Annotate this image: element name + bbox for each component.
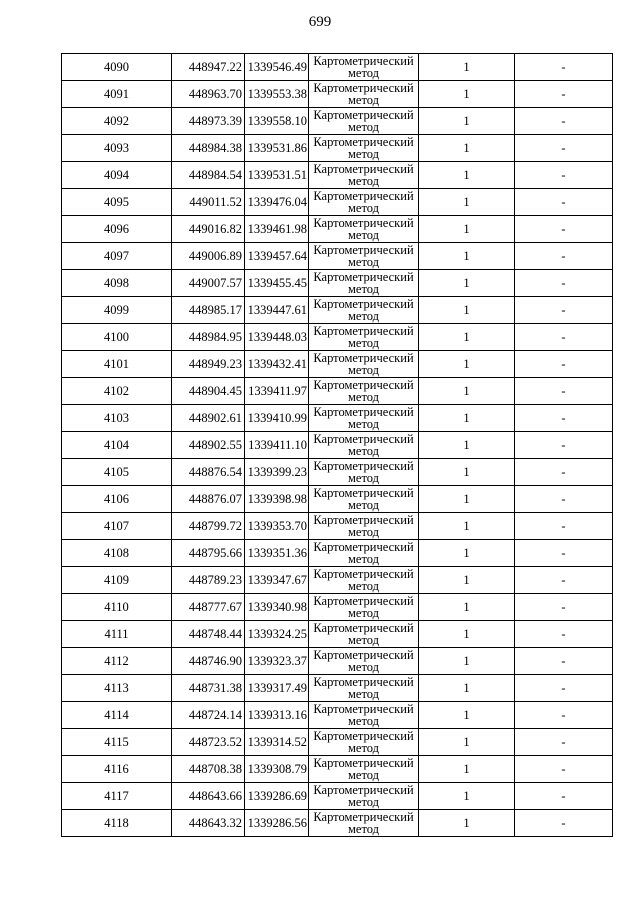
method-line1: Картометрический — [313, 756, 414, 770]
method-line1: Картометрический — [313, 567, 414, 581]
method-line2: метод — [347, 795, 379, 809]
count-cell: 1 — [419, 189, 515, 216]
y-coordinate-cell: 1339286.69 — [245, 783, 309, 810]
method-line2: метод — [347, 525, 379, 539]
x-coordinate-cell: 448902.55 — [172, 432, 245, 459]
table-row — [62, 702, 613, 729]
extra-cell: - — [515, 783, 613, 810]
point-number-cell: 4090 — [62, 54, 172, 81]
method-line1: Картометрический — [313, 81, 414, 95]
method-line2: метод — [347, 741, 379, 755]
point-number-cell: 4106 — [62, 486, 172, 513]
method-line1: Картометрический — [313, 594, 414, 608]
table-row — [62, 378, 613, 405]
method-cell — [309, 270, 419, 297]
y-coordinate-cell: 1339353.70 — [245, 513, 309, 540]
table-row — [62, 189, 613, 216]
method-line2: метод — [347, 363, 379, 377]
y-coordinate-cell: 1339399.23 — [245, 459, 309, 486]
method-line2: метод — [347, 471, 379, 485]
table-row — [62, 594, 613, 621]
coordinates-table — [61, 53, 613, 837]
table-row — [62, 513, 613, 540]
method-cell — [309, 459, 419, 486]
point-number-cell: 4110 — [62, 594, 172, 621]
extra-cell: - — [515, 405, 613, 432]
x-coordinate-cell: 449016.82 — [172, 216, 245, 243]
table-row — [62, 486, 613, 513]
extra-cell: - — [515, 486, 613, 513]
method-cell — [309, 486, 419, 513]
table-row — [62, 432, 613, 459]
method-line2: метод — [347, 822, 379, 836]
point-number-cell: 4102 — [62, 378, 172, 405]
table-row — [62, 297, 613, 324]
x-coordinate-cell: 448876.54 — [172, 459, 245, 486]
method-line1: Картометрический — [313, 216, 414, 230]
extra-cell: - — [515, 675, 613, 702]
extra-cell: - — [515, 756, 613, 783]
count-cell: 1 — [419, 621, 515, 648]
y-coordinate-cell: 1339455.45 — [245, 270, 309, 297]
method-line1: Картометрический — [313, 351, 414, 365]
method-line2: метод — [347, 255, 379, 269]
method-line1: Картометрический — [313, 432, 414, 446]
method-line2: метод — [347, 633, 379, 647]
method-line2: метод — [347, 282, 379, 296]
y-coordinate-cell: 1339398.98 — [245, 486, 309, 513]
method-line1: Картометрический — [313, 162, 414, 176]
method-line2: метод — [347, 336, 379, 350]
point-number-cell: 4116 — [62, 756, 172, 783]
table-row — [62, 729, 613, 756]
point-number-cell: 4109 — [62, 567, 172, 594]
point-number-cell: 4114 — [62, 702, 172, 729]
point-number-cell: 4103 — [62, 405, 172, 432]
y-coordinate-cell: 1339323.37 — [245, 648, 309, 675]
x-coordinate-cell: 448876.07 — [172, 486, 245, 513]
y-coordinate-cell: 1339411.10 — [245, 432, 309, 459]
count-cell: 1 — [419, 162, 515, 189]
extra-cell: - — [515, 189, 613, 216]
method-cell — [309, 594, 419, 621]
x-coordinate-cell: 448985.17 — [172, 297, 245, 324]
table-row — [62, 216, 613, 243]
count-cell: 1 — [419, 729, 515, 756]
point-number-cell: 4092 — [62, 108, 172, 135]
table-row — [62, 621, 613, 648]
table-row — [62, 459, 613, 486]
x-coordinate-cell: 448984.95 — [172, 324, 245, 351]
extra-cell: - — [515, 513, 613, 540]
x-coordinate-cell: 448795.66 — [172, 540, 245, 567]
method-cell — [309, 810, 419, 837]
x-coordinate-cell: 448643.32 — [172, 810, 245, 837]
method-cell — [309, 675, 419, 702]
y-coordinate-cell: 1339432.41 — [245, 351, 309, 378]
method-line2: метод — [347, 687, 379, 701]
y-coordinate-cell: 1339340.98 — [245, 594, 309, 621]
y-coordinate-cell: 1339546.49 — [245, 54, 309, 81]
coordinates-table-body — [62, 54, 613, 837]
x-coordinate-cell: 448973.39 — [172, 108, 245, 135]
extra-cell: - — [515, 243, 613, 270]
method-line2: метод — [347, 579, 379, 593]
method-cell — [309, 756, 419, 783]
x-coordinate-cell: 448799.72 — [172, 513, 245, 540]
table-row — [62, 648, 613, 675]
method-cell — [309, 783, 419, 810]
y-coordinate-cell: 1339457.64 — [245, 243, 309, 270]
y-coordinate-cell: 1339476.04 — [245, 189, 309, 216]
count-cell: 1 — [419, 351, 515, 378]
x-coordinate-cell: 448947.22 — [172, 54, 245, 81]
method-cell — [309, 54, 419, 81]
y-coordinate-cell: 1339531.86 — [245, 135, 309, 162]
method-line1: Картометрический — [313, 108, 414, 122]
x-coordinate-cell: 449007.57 — [172, 270, 245, 297]
count-cell: 1 — [419, 405, 515, 432]
method-line1: Картометрический — [313, 405, 414, 419]
x-coordinate-cell: 448708.38 — [172, 756, 245, 783]
method-line1: Картометрический — [313, 297, 414, 311]
method-cell — [309, 648, 419, 675]
count-cell: 1 — [419, 486, 515, 513]
point-number-cell: 4091 — [62, 81, 172, 108]
method-line2: метод — [347, 120, 379, 134]
count-cell: 1 — [419, 81, 515, 108]
table-row — [62, 162, 613, 189]
extra-cell: - — [515, 54, 613, 81]
method-cell — [309, 351, 419, 378]
y-coordinate-cell: 1339308.79 — [245, 756, 309, 783]
count-cell: 1 — [419, 513, 515, 540]
table-row — [62, 108, 613, 135]
extra-cell: - — [515, 108, 613, 135]
x-coordinate-cell: 448748.44 — [172, 621, 245, 648]
count-cell: 1 — [419, 594, 515, 621]
count-cell: 1 — [419, 567, 515, 594]
count-cell: 1 — [419, 459, 515, 486]
method-cell — [309, 513, 419, 540]
table-row — [62, 675, 613, 702]
y-coordinate-cell: 1339314.52 — [245, 729, 309, 756]
extra-cell: - — [515, 540, 613, 567]
x-coordinate-cell: 448731.38 — [172, 675, 245, 702]
method-line1: Картометрический — [313, 675, 414, 689]
y-coordinate-cell: 1339410.99 — [245, 405, 309, 432]
extra-cell: - — [515, 810, 613, 837]
method-cell — [309, 567, 419, 594]
extra-cell: - — [515, 702, 613, 729]
method-cell — [309, 135, 419, 162]
y-coordinate-cell: 1339286.56 — [245, 810, 309, 837]
point-number-cell: 4098 — [62, 270, 172, 297]
method-cell — [309, 405, 419, 432]
method-line1: Картометрический — [313, 513, 414, 527]
y-coordinate-cell: 1339553.38 — [245, 81, 309, 108]
table-row — [62, 351, 613, 378]
method-line1: Картометрический — [313, 729, 414, 743]
method-cell — [309, 621, 419, 648]
x-coordinate-cell: 449006.89 — [172, 243, 245, 270]
method-cell — [309, 378, 419, 405]
method-line1: Картометрический — [313, 810, 414, 824]
count-cell: 1 — [419, 378, 515, 405]
x-coordinate-cell: 448777.67 — [172, 594, 245, 621]
method-cell — [309, 324, 419, 351]
count-cell: 1 — [419, 432, 515, 459]
point-number-cell: 4093 — [62, 135, 172, 162]
count-cell: 1 — [419, 270, 515, 297]
count-cell: 1 — [419, 54, 515, 81]
method-cell — [309, 297, 419, 324]
method-line1: Картометрический — [313, 378, 414, 392]
extra-cell: - — [515, 567, 613, 594]
extra-cell: - — [515, 648, 613, 675]
table-row — [62, 135, 613, 162]
method-cell — [309, 432, 419, 459]
method-line1: Картометрический — [313, 189, 414, 203]
table-row — [62, 783, 613, 810]
y-coordinate-cell: 1339313.16 — [245, 702, 309, 729]
count-cell: 1 — [419, 783, 515, 810]
extra-cell: - — [515, 459, 613, 486]
method-cell — [309, 108, 419, 135]
extra-cell: - — [515, 594, 613, 621]
x-coordinate-cell: 448746.90 — [172, 648, 245, 675]
y-coordinate-cell: 1339447.61 — [245, 297, 309, 324]
x-coordinate-cell: 448904.45 — [172, 378, 245, 405]
point-number-cell: 4104 — [62, 432, 172, 459]
method-line2: метод — [347, 606, 379, 620]
x-coordinate-cell: 448902.61 — [172, 405, 245, 432]
extra-cell: - — [515, 81, 613, 108]
point-number-cell: 4099 — [62, 297, 172, 324]
method-line1: Картометрический — [313, 135, 414, 149]
extra-cell: - — [515, 270, 613, 297]
extra-cell: - — [515, 432, 613, 459]
y-coordinate-cell: 1339461.98 — [245, 216, 309, 243]
method-line1: Картометрический — [313, 648, 414, 662]
method-line2: метод — [347, 552, 379, 566]
method-line2: метод — [347, 147, 379, 161]
method-line2: метод — [347, 768, 379, 782]
extra-cell: - — [515, 216, 613, 243]
point-number-cell: 4113 — [62, 675, 172, 702]
count-cell: 1 — [419, 702, 515, 729]
count-cell: 1 — [419, 243, 515, 270]
x-coordinate-cell: 448984.54 — [172, 162, 245, 189]
point-number-cell: 4095 — [62, 189, 172, 216]
method-line2: метод — [347, 417, 379, 431]
extra-cell: - — [515, 351, 613, 378]
method-line2: метод — [347, 714, 379, 728]
x-coordinate-cell: 448963.70 — [172, 81, 245, 108]
method-line1: Картометрический — [313, 486, 414, 500]
y-coordinate-cell: 1339448.03 — [245, 324, 309, 351]
method-line2: метод — [347, 201, 379, 215]
point-number-cell: 4111 — [62, 621, 172, 648]
y-coordinate-cell: 1339411.97 — [245, 378, 309, 405]
table-row — [62, 54, 613, 81]
point-number-cell: 4108 — [62, 540, 172, 567]
x-coordinate-cell: 448643.66 — [172, 783, 245, 810]
method-line1: Картометрический — [313, 270, 414, 284]
page-number: 699 — [308, 14, 332, 30]
method-line2: метод — [347, 309, 379, 323]
method-cell — [309, 81, 419, 108]
point-number-cell: 4115 — [62, 729, 172, 756]
point-number-cell: 4107 — [62, 513, 172, 540]
x-coordinate-cell: 448984.38 — [172, 135, 245, 162]
table-row — [62, 324, 613, 351]
method-cell — [309, 729, 419, 756]
method-line2: метод — [347, 660, 379, 674]
count-cell: 1 — [419, 216, 515, 243]
method-cell — [309, 243, 419, 270]
method-cell — [309, 189, 419, 216]
method-cell — [309, 540, 419, 567]
method-line2: метод — [347, 444, 379, 458]
count-cell: 1 — [419, 540, 515, 567]
table-row — [62, 81, 613, 108]
extra-cell: - — [515, 297, 613, 324]
x-coordinate-cell: 448724.14 — [172, 702, 245, 729]
method-line1: Картометрический — [313, 621, 414, 635]
table-row — [62, 243, 613, 270]
y-coordinate-cell: 1339317.49 — [245, 675, 309, 702]
extra-cell: - — [515, 162, 613, 189]
table-row — [62, 405, 613, 432]
point-number-cell: 4105 — [62, 459, 172, 486]
x-coordinate-cell: 449011.52 — [172, 189, 245, 216]
count-cell: 1 — [419, 297, 515, 324]
y-coordinate-cell: 1339324.25 — [245, 621, 309, 648]
extra-cell: - — [515, 378, 613, 405]
method-line1: Картометрический — [313, 783, 414, 797]
y-coordinate-cell: 1339347.67 — [245, 567, 309, 594]
y-coordinate-cell: 1339351.36 — [245, 540, 309, 567]
point-number-cell: 4112 — [62, 648, 172, 675]
method-line2: метод — [347, 390, 379, 404]
table-row — [62, 810, 613, 837]
count-cell: 1 — [419, 324, 515, 351]
method-cell — [309, 216, 419, 243]
point-number-cell: 4101 — [62, 351, 172, 378]
method-line1: Картометрический — [313, 702, 414, 716]
method-line1: Картометрический — [313, 324, 414, 338]
method-line1: Картометрический — [313, 540, 414, 554]
x-coordinate-cell: 448949.23 — [172, 351, 245, 378]
count-cell: 1 — [419, 108, 515, 135]
count-cell: 1 — [419, 648, 515, 675]
method-line2: метод — [347, 66, 379, 80]
point-number-cell: 4117 — [62, 783, 172, 810]
x-coordinate-cell: 448789.23 — [172, 567, 245, 594]
method-cell — [309, 162, 419, 189]
method-line2: метод — [347, 174, 379, 188]
extra-cell: - — [515, 135, 613, 162]
point-number-cell: 4096 — [62, 216, 172, 243]
extra-cell: - — [515, 729, 613, 756]
x-coordinate-cell: 448723.52 — [172, 729, 245, 756]
y-coordinate-cell: 1339558.10 — [245, 108, 309, 135]
method-line1: Картометрический — [313, 243, 414, 257]
count-cell: 1 — [419, 756, 515, 783]
method-line2: метод — [347, 93, 379, 107]
point-number-cell: 4100 — [62, 324, 172, 351]
count-cell: 1 — [419, 810, 515, 837]
point-number-cell: 4097 — [62, 243, 172, 270]
count-cell: 1 — [419, 135, 515, 162]
count-cell: 1 — [419, 675, 515, 702]
y-coordinate-cell: 1339531.51 — [245, 162, 309, 189]
table-row — [62, 270, 613, 297]
method-line2: метод — [347, 228, 379, 242]
method-cell — [309, 702, 419, 729]
point-number-cell: 4094 — [62, 162, 172, 189]
method-line1: Картометрический — [313, 54, 414, 68]
method-line1: Картометрический — [313, 459, 414, 473]
extra-cell: - — [515, 324, 613, 351]
table-row — [62, 567, 613, 594]
table-row — [62, 756, 613, 783]
point-number-cell: 4118 — [62, 810, 172, 837]
extra-cell: - — [515, 621, 613, 648]
method-line2: метод — [347, 498, 379, 512]
table-row — [62, 540, 613, 567]
